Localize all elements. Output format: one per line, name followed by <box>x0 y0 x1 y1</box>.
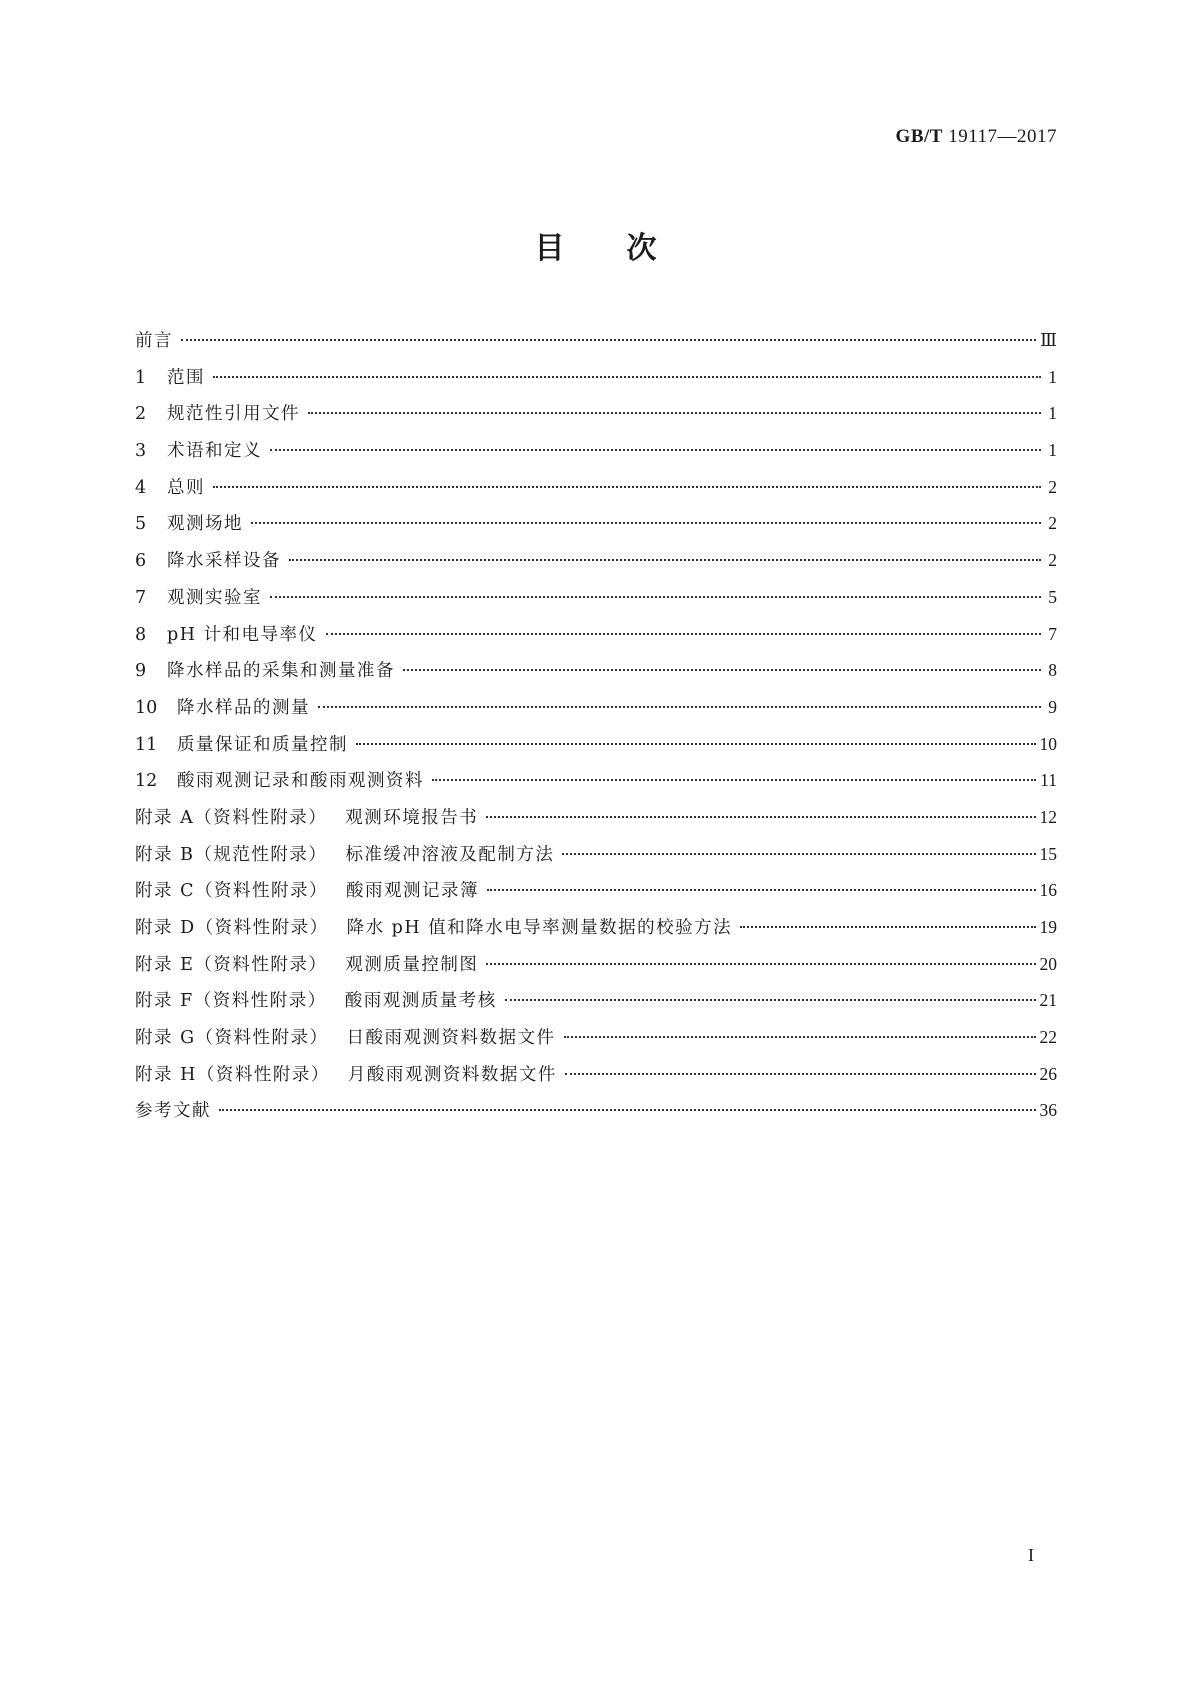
dot-leader <box>486 816 1035 818</box>
toc-entry-title: 酸雨观测记录簿 <box>345 881 479 902</box>
toc-entry-title: 术语和定义 <box>167 441 262 462</box>
toc-entry-title: 降水采样设备 <box>167 551 281 572</box>
dot-leader <box>213 486 1041 488</box>
dot-leader <box>289 559 1041 561</box>
toc-entry-page: 36 <box>1039 1100 1057 1121</box>
toc-entry[interactable] <box>135 1061 1057 1098</box>
toc-entry[interactable] <box>135 364 1057 401</box>
toc-entry[interactable] <box>135 657 1057 694</box>
toc-entry-number: 3 <box>135 441 147 462</box>
toc-entry-annex-label: 附录 B（规范性附录） <box>135 844 328 865</box>
toc-entry-page: 2 <box>1048 476 1057 497</box>
toc-entry-page: 19 <box>1039 917 1057 937</box>
standard-code: 19117—2017 <box>948 126 1057 147</box>
table-of-contents <box>135 327 1057 1134</box>
dot-leader <box>318 706 1041 708</box>
toc-entry-title: 观测场地 <box>167 514 243 535</box>
toc-entry-page: 20 <box>1039 953 1057 974</box>
toc-entry-page: 5 <box>1048 586 1057 607</box>
toc-entry-number: 12 <box>135 771 158 792</box>
page-number: I <box>1028 1545 1034 1565</box>
toc-entry[interactable] <box>135 694 1057 731</box>
toc-entry-page: 11 <box>1040 770 1057 791</box>
toc-entry-annex-label: 附录 C（资料性附录） <box>135 881 328 902</box>
dot-leader <box>432 779 1036 781</box>
toc-entry[interactable] <box>135 327 1057 364</box>
toc-entry[interactable] <box>135 951 1057 988</box>
toc-entry-annex-label: 附录 A（资料性附录） <box>135 807 328 828</box>
dot-leader <box>219 1109 1036 1111</box>
toc-entry-number: 10 <box>135 697 158 718</box>
toc-entry-title: 观测环境报告书 <box>345 807 479 828</box>
toc-entry-title: 观测质量控制图 <box>345 954 479 975</box>
toc-entry-number: 8 <box>135 624 147 645</box>
toc-entry-number: 5 <box>135 514 147 535</box>
standard-prefix: GB/T <box>895 126 943 147</box>
toc-entry-annex-label: 附录 G（资料性附录） <box>135 1028 329 1049</box>
toc-entry[interactable] <box>135 437 1057 474</box>
toc-entry-number: 9 <box>135 661 147 682</box>
toc-entry-page: 21 <box>1039 990 1057 1011</box>
toc-entry-title: 酸雨观测记录和酸雨观测资料 <box>177 771 424 792</box>
toc-entry-page: 10 <box>1039 733 1057 754</box>
toc-entry-title: 参考文献 <box>135 1101 211 1122</box>
toc-entry-number: 7 <box>135 587 147 608</box>
toc-entry-page: 7 <box>1048 623 1057 644</box>
toc-entry[interactable] <box>135 987 1057 1024</box>
toc-entry[interactable] <box>135 877 1057 914</box>
dot-leader <box>564 1036 1036 1038</box>
toc-entry-page: 8 <box>1048 660 1057 681</box>
toc-entry[interactable] <box>135 547 1057 584</box>
toc-entry-title: 月酸雨观测资料数据文件 <box>347 1064 557 1085</box>
toc-entry[interactable] <box>135 804 1057 841</box>
toc-entry-annex-label: 附录 E（资料性附录） <box>135 954 328 975</box>
dot-leader <box>740 926 1035 928</box>
toc-entry[interactable] <box>135 731 1057 768</box>
toc-entry-number: 6 <box>135 551 147 572</box>
toc-entry[interactable] <box>135 474 1057 511</box>
toc-entry-title: 观测实验室 <box>167 587 262 608</box>
toc-entry[interactable] <box>135 767 1057 804</box>
dot-leader <box>562 853 1035 855</box>
toc-entry-title: pH 计和电导率仪 <box>167 624 318 645</box>
toc-entry-page: 9 <box>1048 696 1057 717</box>
dot-leader <box>308 412 1041 414</box>
toc-entry-title: 总则 <box>167 477 205 498</box>
toc-entry-page: 15 <box>1039 843 1057 864</box>
toc-entry[interactable] <box>135 1024 1057 1061</box>
toc-entry[interactable] <box>135 400 1057 437</box>
toc-entry-title: 日酸雨观测资料数据文件 <box>346 1028 556 1049</box>
dot-leader <box>565 1073 1036 1075</box>
toc-entry-title: 质量保证和质量控制 <box>177 734 348 755</box>
toc-entry-number: 4 <box>135 477 147 498</box>
toc-entry-annex-label: 附录 D（资料性附录） <box>135 918 329 938</box>
toc-entry-title: 降水 pH 值和降水电导率测量数据的校验方法 <box>346 918 733 938</box>
toc-entry[interactable] <box>135 621 1057 658</box>
toc-entry-title: 酸雨观测质量考核 <box>344 991 497 1012</box>
toc-entry-page: 26 <box>1039 1063 1057 1084</box>
dot-leader <box>251 522 1041 524</box>
dot-leader <box>487 889 1036 891</box>
toc-entry[interactable] <box>135 584 1057 621</box>
toc-entry-page: 2 <box>1048 513 1057 534</box>
dot-leader <box>213 376 1041 378</box>
dot-leader <box>270 449 1041 451</box>
toc-entry[interactable] <box>135 914 1057 951</box>
toc-entry-page: 2 <box>1048 550 1057 571</box>
toc-entry[interactable] <box>135 841 1057 878</box>
toc-entry[interactable] <box>135 510 1057 547</box>
dot-leader <box>486 963 1035 965</box>
toc-entry-annex-label: 附录 F（资料性附录） <box>135 991 327 1012</box>
toc-entry-title: 降水样品的测量 <box>177 697 310 718</box>
dot-leader <box>356 743 1036 745</box>
toc-entry[interactable] <box>135 1097 1057 1134</box>
dot-leader <box>270 596 1041 598</box>
standard-number <box>896 126 1057 148</box>
toc-entry-page: 12 <box>1039 806 1057 827</box>
toc-entry-page: 22 <box>1039 1027 1057 1048</box>
dot-leader <box>326 633 1041 635</box>
toc-entry-title: 范围 <box>167 367 205 388</box>
dot-leader <box>505 999 1036 1001</box>
toc-entry-page: Ⅲ <box>1040 330 1057 350</box>
dot-leader <box>181 339 1036 341</box>
toc-entry-page: 1 <box>1048 366 1057 387</box>
page-title: 目次 <box>534 231 719 266</box>
toc-entry-page: 1 <box>1048 440 1057 461</box>
toc-entry-annex-label: 附录 H（资料性附录） <box>135 1064 330 1085</box>
toc-entry-title: 标准缓冲溶液及配制方法 <box>345 844 555 865</box>
toc-entry-page: 1 <box>1048 403 1057 424</box>
dot-leader <box>403 669 1041 671</box>
toc-entry-title: 前言 <box>135 331 173 351</box>
toc-entry-number: 11 <box>135 734 158 755</box>
toc-entry-title: 降水样品的采集和测量准备 <box>167 661 395 682</box>
toc-entry-number: 1 <box>135 367 147 388</box>
toc-entry-number: 2 <box>135 404 147 425</box>
toc-entry-title: 规范性引用文件 <box>167 404 300 425</box>
toc-entry-page: 16 <box>1039 880 1057 901</box>
